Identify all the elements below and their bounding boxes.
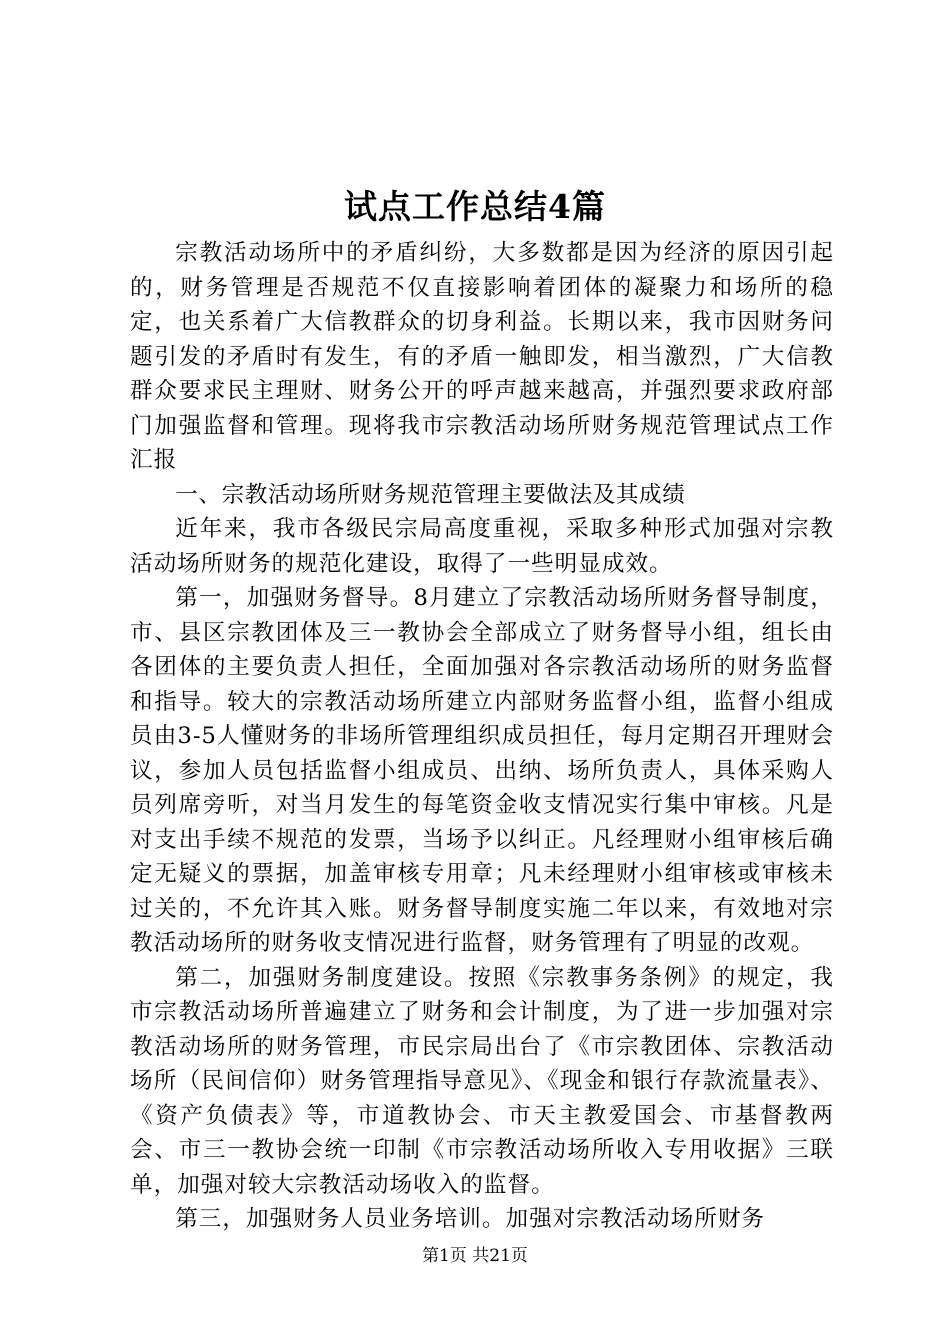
section-heading: 一、宗教活动场所财务规范管理主要做法及其成绩: [175, 481, 686, 508]
paragraph-third: 第三，加强财务人员业务培训。加强对宗教活动场所财务: [175, 1206, 766, 1232]
paragraph-intro: 宗教活动场所中的矛盾纠纷，大多数都是因为经济的原因引起的，财务管理是否规范不仅直接影响着团体的凝聚力和场所的稳定，也关系着广大信教群众的切身利益。长期以来，我市因财务问题引发的矛盾时有发生，有的矛盾一触即发，相当激烈，广大信教群众要求民主理财、财务公开的呼声越来越高，并强烈要求政府部门加强监督和管理。现将我市宗教活动场所财务规范管理试点工作汇报: [130, 240, 834, 473]
document-body: [130, 236, 834, 1237]
document-title: 试点工作总结4篇: [344, 187, 606, 226]
paragraph-overview: 近年来，我市各级民宗局高度重视，采取多种形式加强对宗教活动场所财务的规范化建设，取得了一些明显成效。: [130, 516, 834, 577]
paragraph-first: 第一，加强财务督导。8月建立了宗教活动场所财务督导制度，市、县区宗教团体及三一教协会全部成立了财务督导小组，组长由各团体的主要负责人担任，全面加强对各宗教活动场所的财务监督和指导。较大的宗教活动场所建立内部财务监督小组，监督小组成员由3-5人懂财务的非场所管理组织成员担任，每月定期召开理财会议，参加人员包括监督小组成员、出纳、场所负责人，具体采购人员列席旁听，对当月发生的每笔资金收支情况实行集中审核。凡是对支出手续不规范的发票，当场予以纠正。凡经理财小组审核后确定无疑义的票据，加盖审核专用章；凡未经理财小组审核或审核未过关的，不允许其入账。财务督导制度实施二年以来，有效地对宗教活动场所的财务收支情况进行监督，财务管理有了明显的改观。: [130, 585, 834, 956]
paragraph-second: 第二，加强财务制度建设。按照《宗教事务条例》的规定，我市宗教活动场所普遍建立了财务和会计制度，为了进一步加强对宗教活动场所的财务管理，市民宗局出台了《市宗教团体、宗教活动场所（民间信仰）财务管理指导意见》、《现金和银行存款流量表》、《资产负债表》等，市道教协会、市天主教爱国会、市基督教两会、市三一教协会统一印制《市宗教活动场所收入专用收据》三联单，加强对较大宗教活动场收入的监督。: [130, 964, 834, 1198]
page-footer: 第1页 共21页: [422, 1246, 528, 1266]
